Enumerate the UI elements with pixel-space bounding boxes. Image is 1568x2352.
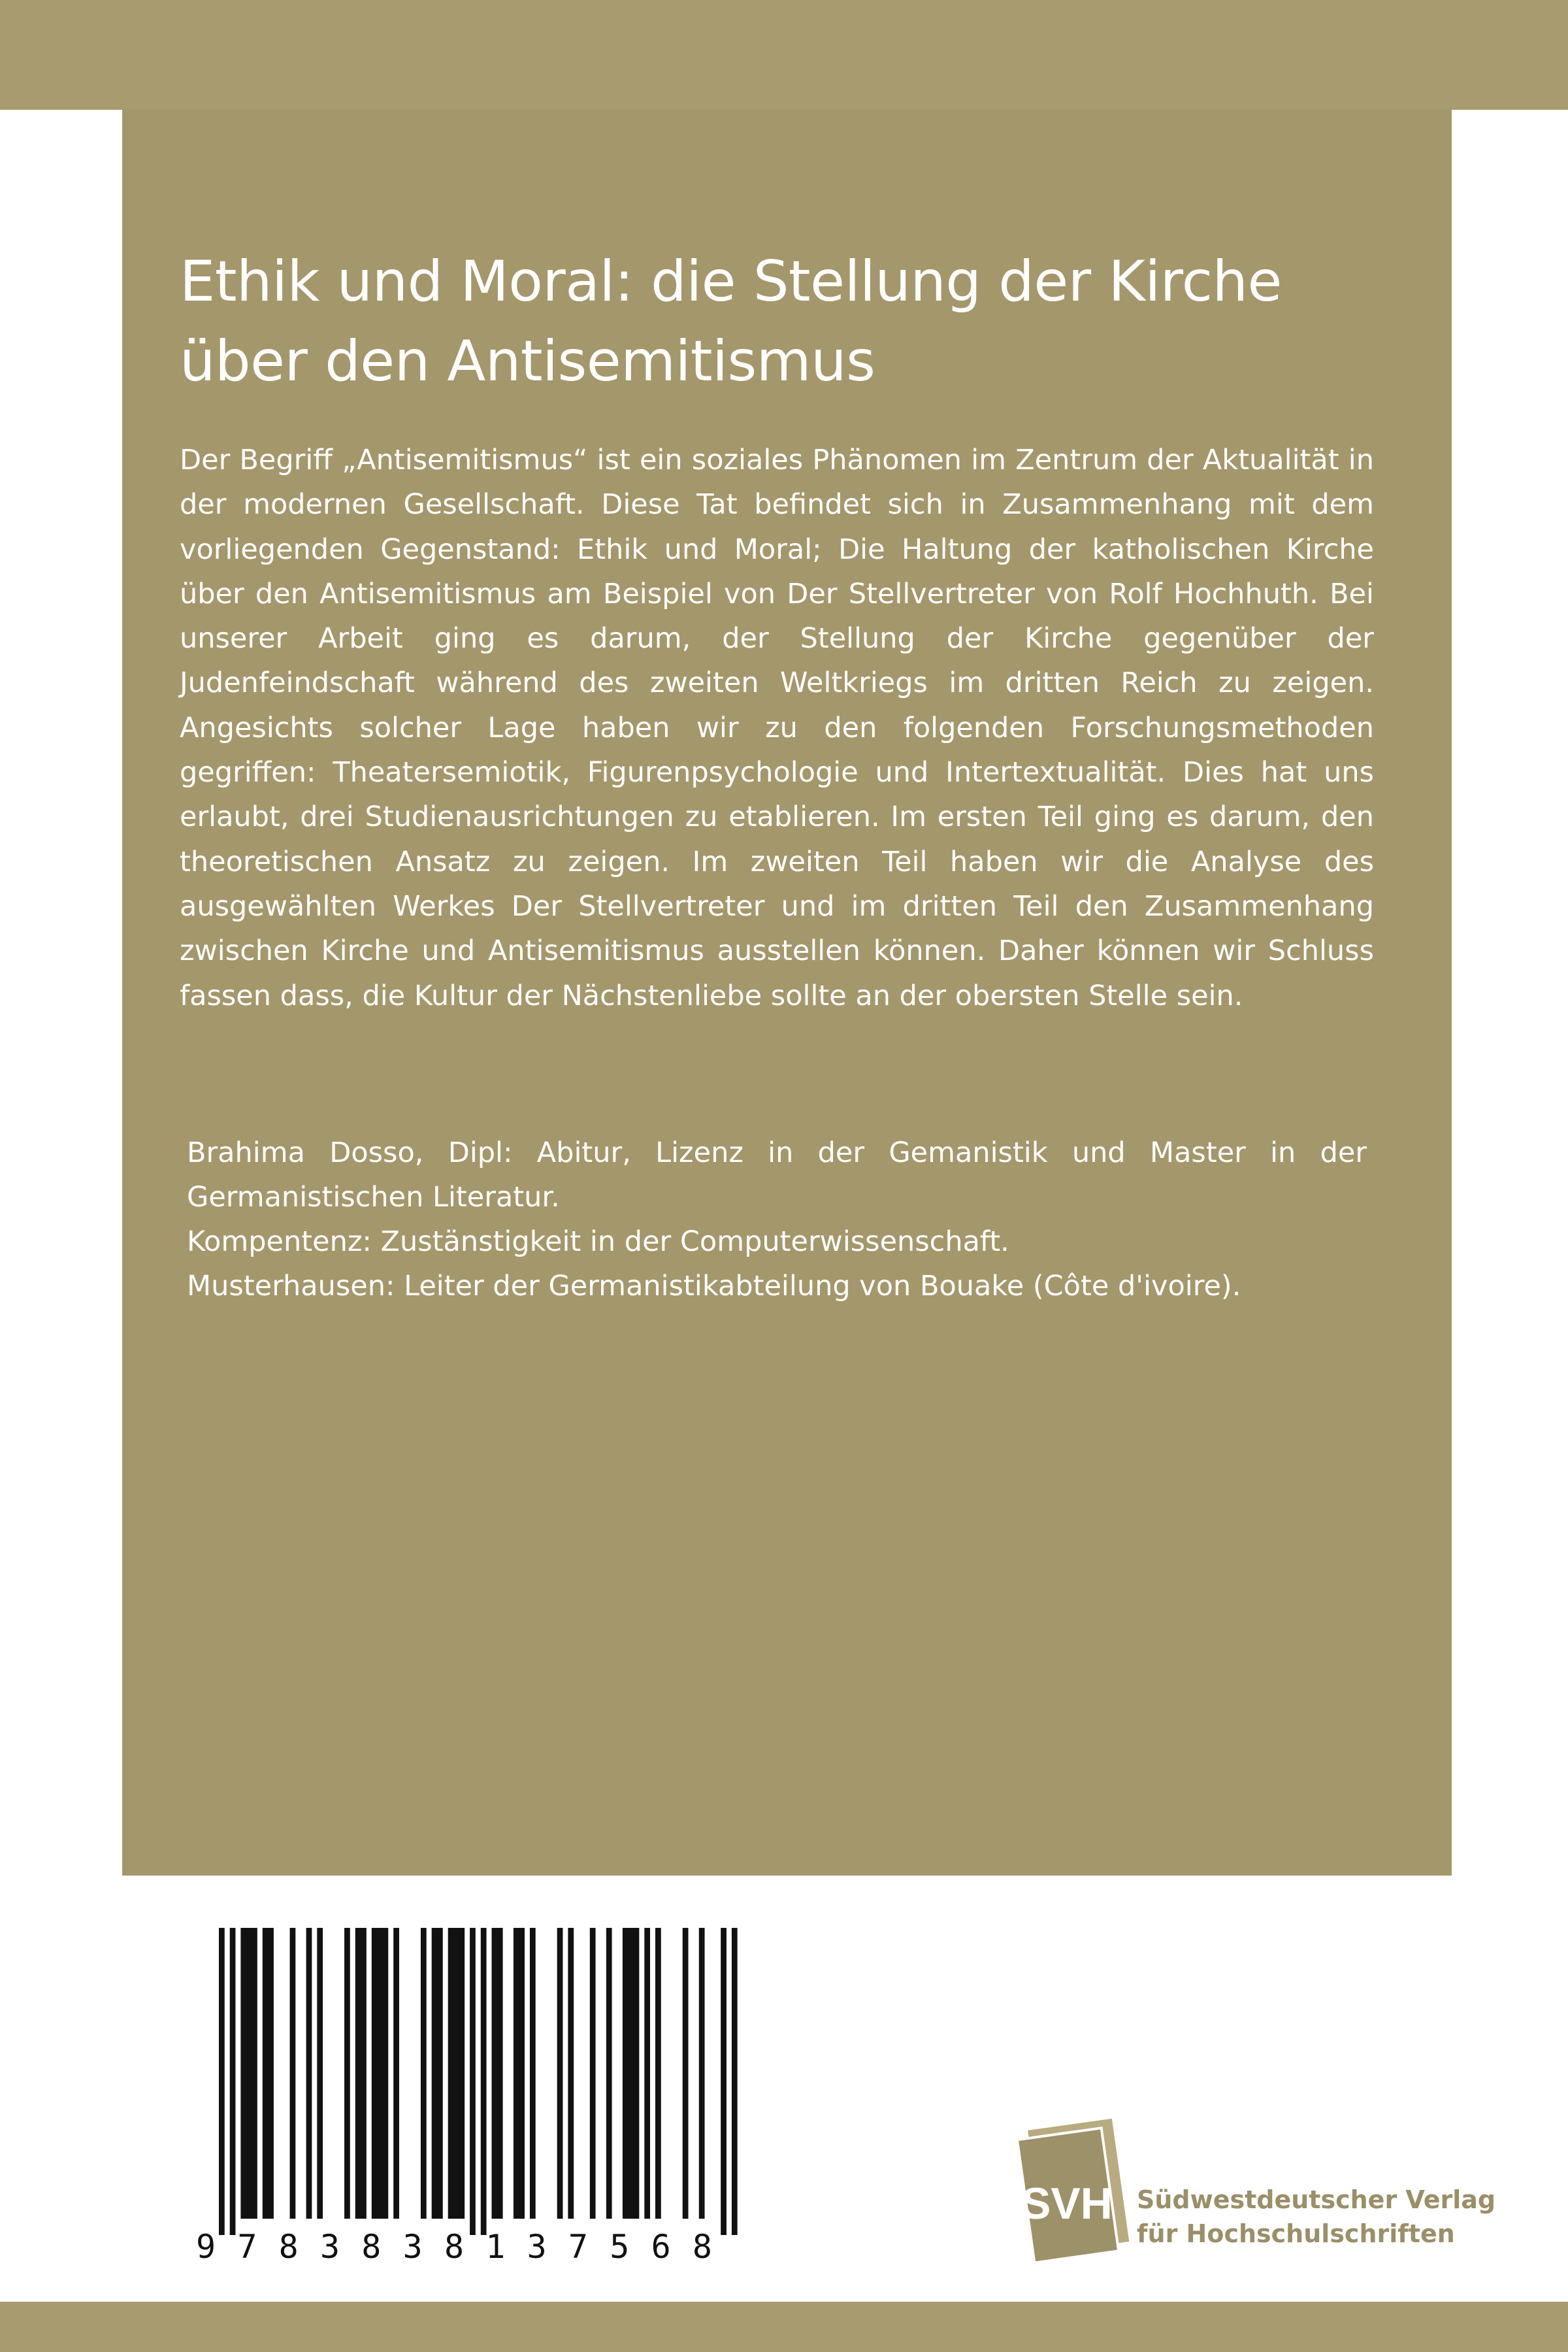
barcode-bar [732,1928,738,2235]
barcode-bar [557,1928,563,2219]
publisher-name [1137,2183,1495,2251]
barcode-bar [459,1928,465,2219]
publisher-block [1016,2111,1496,2268]
barcode-bar [383,1928,389,2219]
barcode-bar [448,1928,454,2219]
barcode-bar [519,1928,525,2219]
barcode-bar [644,1928,650,2219]
barcode-bar [268,1928,274,2219]
barcode-bar [568,1928,574,2219]
barcode-bar [683,1928,689,2219]
barcode-bar [497,1928,503,2219]
barcode-bar [421,1928,427,2219]
barcode-bar [317,1928,323,2219]
book-abstract: Der Begriff „Antisemitismus“ ist ein soziales Phänomen im Zentrum der Aktualität in der modernen Gesellschaft. Diese Tat befindet sich in Zusammenhang mit dem vorliegenden Gegenstand: Ethik und Moral; Die Haltung der katholischen Kirche über den Antisemitismus am Beispiel von Der Stellvertreter von Rolf Hochhuth. Bei unserer Arbeit ging es darum, der Stellung der Kirche gegenüber der Judenfeindschaft während des zweiten Weltkriegs im dritten Reich zu zeigen. Angesichts solcher Lage haben wir zu den folgenden Forschungsmethoden gegriffen: Theatersemiotik, Figurenpsychologie und Intertextualität. Dies hat uns erlaubt, drei Studienausrichtungen zu etablieren. Im ersten Teil ging es darum, den theoretischen Ansatz zu zeigen. Im zweiten Teil haben wir die Analyse des ausgewählten Werkes Der Stellvertreter und im dritten Teil den Zusammenhang zwischen Kirche und Antisemitismus ausstellen können. Daher können wir Schluss fassen dass, die Kultur der Nächstenliebe sollte an der obersten Stelle sein. [180,444,1374,1012]
bottom-color-band [0,2302,1568,2352]
barcode-bar [344,1928,350,2219]
svh-logo-icon [1016,2111,1140,2261]
barcode-bar [634,1928,640,2219]
barcode-bar [377,1928,383,2219]
barcode-bar [590,1928,596,2219]
barcode-bars [219,1928,738,2235]
barcode-bar [721,1928,727,2235]
barcode-bar [355,1928,361,2219]
barcode-bar [470,1928,476,2235]
barcode-bar [453,1928,459,2219]
top-color-band [0,0,1568,110]
barcode-bar [432,1928,438,2219]
publisher-name-line-1: Südwestdeutscher Verlag [1137,2185,1496,2214]
book-title-line-1: Ethik und Moral: die Stellung der Kirche [180,249,1282,314]
book-title-line-2: über den Antisemitismus [180,329,875,394]
barcode-bar [655,1928,661,2219]
author-bio-line-2: Kompentenz: Zustänstigkeit in der Computerwissenschaft. [187,1225,1009,1258]
barcode-bar [263,1928,269,2219]
isbn-barcode [196,1928,758,2268]
barcode-bar [530,1928,536,2219]
publisher-name-line-2: für Hochschulschriften [1137,2219,1455,2248]
book-title [180,242,1421,401]
barcode-bar [306,1928,312,2219]
author-bio-line-1: Brahima Dosso, Dipl: Abitur, Lizenz in der Gemanistik und Master in der Germanistischen Literatur. [187,1136,1367,1214]
barcode-bar [437,1928,443,2219]
barcode-bar [240,1928,246,2219]
barcode-bar [606,1928,612,2219]
barcode-digits: 9 7 8 3 8 3 8 1 3 7 5 6 8 [196,2228,712,2266]
barcode-bar [219,1928,225,2235]
barcode-bar [246,1928,252,2219]
barcode-bar [361,1928,367,2219]
author-bio [187,1131,1367,1308]
barcode-bar [393,1928,399,2219]
author-bio-line-3: Musterhausen: Leiter der Germanistikabteilung von Bouake (Côte d'ivoire). [187,1270,1241,1302]
barcode-bar [481,1928,487,2235]
barcode-bar [628,1928,634,2219]
barcode-bar [290,1928,296,2219]
barcode-bar [699,1928,705,2219]
barcode-bar [230,1928,236,2235]
barcode-bar [514,1928,519,2219]
barcode-bar [252,1928,257,2219]
barcode-bar [623,1928,629,2219]
svh-logo-text: SVH [1021,2179,1113,2228]
barcode-graphic [196,1928,758,2268]
barcode-bar [372,1928,378,2219]
barcode-bar [492,1928,498,2219]
